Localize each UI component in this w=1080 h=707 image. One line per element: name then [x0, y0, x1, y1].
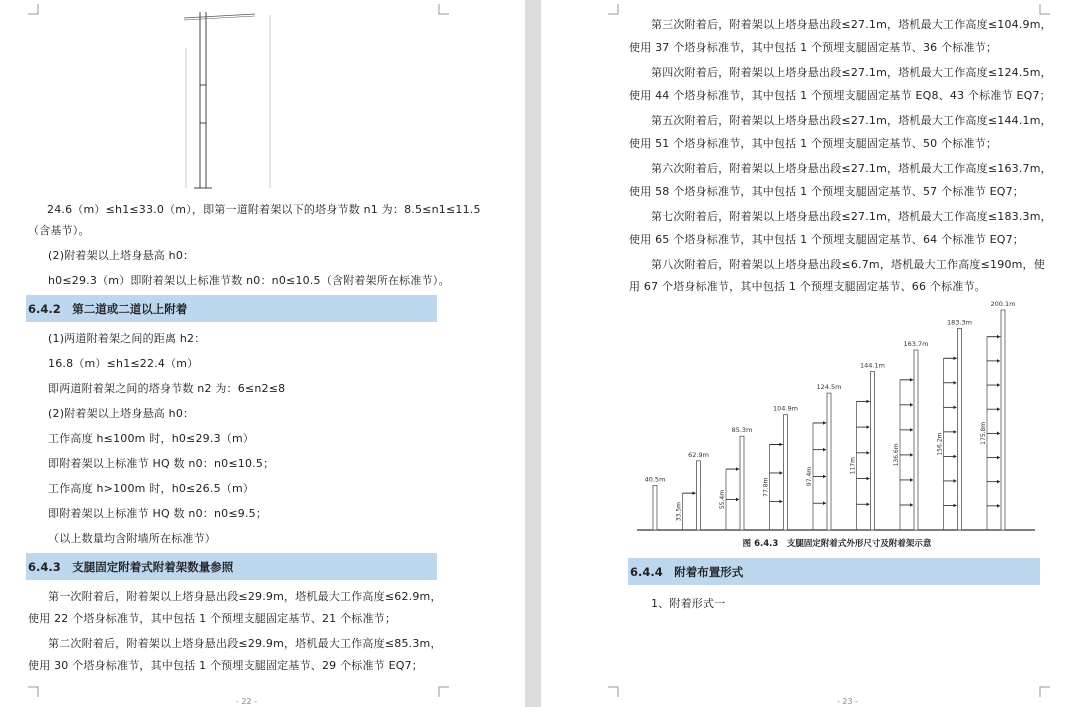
page-corner-mark	[608, 4, 620, 16]
attachment-arrowhead	[954, 430, 957, 434]
page-corner-mark	[437, 4, 449, 16]
body-text-line: 即附着架以上标准节 HQ 数 n0：n0≤9.5；	[48, 507, 268, 520]
section-heading-644: 6.4.4 附着布置形式	[630, 565, 744, 579]
section-heading-643: 6.4.3 支腿固定附着式附着架数量参照	[28, 560, 234, 574]
tower-height-label: 200.1m	[990, 300, 1016, 308]
tower-bar	[740, 436, 744, 530]
body-text-line: 使用 51 个塔身标准节，其中包括 1 个预埋支腿固定基节、50 个标准节；	[629, 137, 998, 150]
page-corner-mark	[28, 4, 40, 16]
body-text-line: 第四次附着后，附着架以上塔身悬出段≤27.1m，塔机最大工作高度≤124.5m，	[651, 66, 1052, 79]
attachment-arrowhead	[780, 471, 783, 475]
page-corner-mark	[1038, 685, 1050, 697]
tower-bar	[697, 461, 701, 530]
attachment-arrowhead	[823, 501, 826, 505]
attachment-height-label: 33.5m	[675, 501, 683, 522]
body-text-line: 使用 22 个塔身标准节，其中包括 1 个预埋支腿固定基节、21 个标准节；	[28, 612, 397, 625]
tower-height-label: 85.3m	[731, 426, 753, 435]
attachment-arrowhead	[910, 503, 913, 507]
attachment-arrowhead	[954, 356, 957, 360]
tower-height-chart	[637, 296, 1037, 552]
attachment-arrowhead	[823, 475, 826, 479]
attachment-height-label: 97.4m	[806, 466, 813, 487]
attachment-arrowhead	[823, 421, 826, 425]
attachment-arrowhead	[736, 467, 739, 471]
body-text-line: 第八次附着后，附着架以上塔身悬出段≤6.7m，塔机最大工作高度≤190m，使	[651, 258, 1045, 271]
page-corner-mark	[1038, 4, 1050, 16]
page-corner-mark	[28, 685, 40, 697]
attachment-height-label: 55.4m	[719, 489, 726, 510]
document-page-22	[0, 0, 525, 707]
attachment-arrowhead	[910, 378, 913, 382]
body-text-line: 16.8（m）≤h1≤22.4（m）	[48, 357, 199, 370]
attachment-arrowhead	[910, 453, 913, 457]
attachment-height-label: 175.8m	[980, 421, 987, 445]
attachment-arrowhead	[693, 491, 696, 495]
attachment-arrowhead	[736, 498, 739, 502]
attachment-height-label: 156.2m	[936, 432, 944, 456]
tower-bar	[871, 372, 875, 530]
attachment-arrowhead	[780, 443, 783, 447]
body-text-line: 第三次附着后，附着架以上塔身悬出段≤27.1m，塔机最大工作高度≤104.9m，	[651, 18, 1052, 31]
tower-bar	[958, 328, 962, 530]
attachment-arrowhead	[867, 502, 870, 506]
tower-bar	[1001, 310, 1005, 530]
page-corner-mark	[437, 685, 449, 697]
body-text-line: 第二次附着后，附着架以上塔身悬出段≤29.9m，塔机最大工作高度≤85.3m，	[48, 637, 442, 650]
attachment-arrowhead	[997, 383, 1000, 387]
tower-bar	[914, 350, 918, 530]
body-text-line: 第五次附着后，附着架以上塔身悬出段≤27.1m，塔机最大工作高度≤144.1m，	[651, 114, 1052, 127]
body-text-line: 24.6（m）≤h1≤33.0（m），即第一道附着架以下的塔身节数 n1 为：8.5≤n1≤11.5	[47, 203, 481, 216]
attachment-arrowhead	[780, 500, 783, 504]
body-text-line: 第一次附着后，附着架以上塔身悬出段≤29.9m，塔机最大工作高度≤62.9m，	[48, 590, 442, 603]
tower-bar	[653, 485, 657, 530]
tower-crane-drawing	[170, 10, 290, 192]
body-text-line: 第七次附着后，附着架以上塔身悬出段≤27.1m，塔机最大工作高度≤183.3m，	[651, 210, 1052, 223]
attachment-arrowhead	[954, 406, 957, 410]
tower-height-label: 163.7m	[903, 340, 929, 349]
attachment-arrowhead	[997, 504, 1000, 508]
body-text-line: 使用 30 个塔身标准节，其中包括 1 个预埋支腿固定基节、29 个标准节 EQ7；	[28, 659, 423, 672]
page-number: - 23 -	[837, 697, 859, 706]
attachment-arrowhead	[867, 425, 870, 429]
attachment-arrowhead	[823, 448, 826, 452]
page-corner-mark	[608, 685, 620, 697]
body-text-line: 使用 58 个塔身标准节，其中包括 1 个预埋支腿固定基节、57 个标准节 EQ7；	[629, 185, 1024, 198]
body-text-line: 使用 44 个塔身标准节，其中包括 1 个预埋支腿固定基节 EQ8、43 个标准节 EQ7；	[629, 89, 1051, 102]
body-text-line: (1)两道附着架之间的距离 h2：	[48, 332, 206, 345]
body-text-line: 1、附着形式一	[651, 597, 726, 610]
tower-bar	[784, 415, 788, 530]
attachment-height-label: 136.6m	[893, 443, 900, 467]
body-text-line: （以上数量均含附墙所在标准节）	[48, 532, 216, 545]
body-text-line: h0≤29.3（m）即附着架以上标准节数 n0：n0≤10.5（含附着架所在标准节）。	[48, 274, 450, 287]
tower-height-label: 144.1m	[860, 361, 885, 370]
body-text-line: (2)附着架以上塔身悬高 h0：	[48, 407, 195, 420]
page-number: - 22 -	[236, 697, 258, 706]
attachment-arrowhead	[867, 400, 870, 404]
body-text-line: 工作高度 h>100m 时，h0≤26.5（m）	[48, 482, 255, 495]
body-text-line: 使用 65 个塔身标准节，其中包括 1 个预埋支腿固定基节、64 个标准节 EQ7；	[629, 233, 1024, 246]
body-text-line: 第六次附着后，附着架以上塔身悬出段≤27.1m，塔机最大工作高度≤163.7m，	[651, 162, 1052, 175]
attachment-arrowhead	[997, 335, 1000, 339]
tower-height-label: 124.5m	[816, 383, 842, 392]
attachment-arrowhead	[997, 480, 1000, 484]
attachment-arrowhead	[867, 477, 870, 481]
body-text-line: 即附着架以上标准节 HQ 数 n0：n0≤10.5；	[48, 457, 275, 470]
tower-bar	[827, 393, 831, 530]
tower-height-label: 183.3m	[947, 318, 972, 327]
tower-height-label: 40.5m	[644, 475, 666, 484]
body-text-line: (2)附着架以上塔身悬高 h0：	[48, 249, 195, 262]
attachment-arrowhead	[954, 479, 957, 483]
attachment-arrowhead	[997, 359, 1000, 363]
body-text-line: 用 67 个塔身标准节，其中包括 1 个预埋支腿固定基节、66 个标准节。	[629, 280, 986, 293]
attachment-arrowhead	[954, 381, 957, 385]
section-heading-642: 6.4.2 第二道或二道以上附着	[28, 302, 188, 316]
attachment-arrowhead	[910, 403, 913, 407]
figure-caption: 图 6.4.3 支腿固定附着式外形尺寸及附着架示意	[742, 539, 932, 549]
tower-height-label: 62.9m	[688, 450, 709, 459]
attachment-arrowhead	[910, 428, 913, 432]
body-text-line: 工作高度 h≤100m 时，h0≤29.3（m）	[48, 432, 255, 445]
attachment-height-label: 117m	[849, 457, 857, 475]
attachment-height-label: 77.8m	[762, 477, 770, 497]
attachment-arrowhead	[910, 478, 913, 482]
body-text-line: （含基节）。	[28, 224, 90, 237]
attachment-arrowhead	[867, 451, 870, 455]
tower-height-label: 104.9m	[773, 404, 798, 413]
attachment-arrowhead	[954, 455, 957, 459]
attachment-arrowhead	[997, 432, 1000, 436]
document-page-23	[541, 0, 1080, 707]
attachment-arrowhead	[997, 456, 1000, 460]
attachment-arrowhead	[954, 504, 957, 508]
body-text-line: 即两道附着架之间的塔身节数 n2 为：6≤n2≤8	[48, 382, 286, 395]
attachment-arrowhead	[997, 407, 1000, 411]
body-text-line: 使用 37 个塔身标准节，其中包括 1 个预埋支腿固定基节、36 个标准节；	[629, 41, 998, 54]
